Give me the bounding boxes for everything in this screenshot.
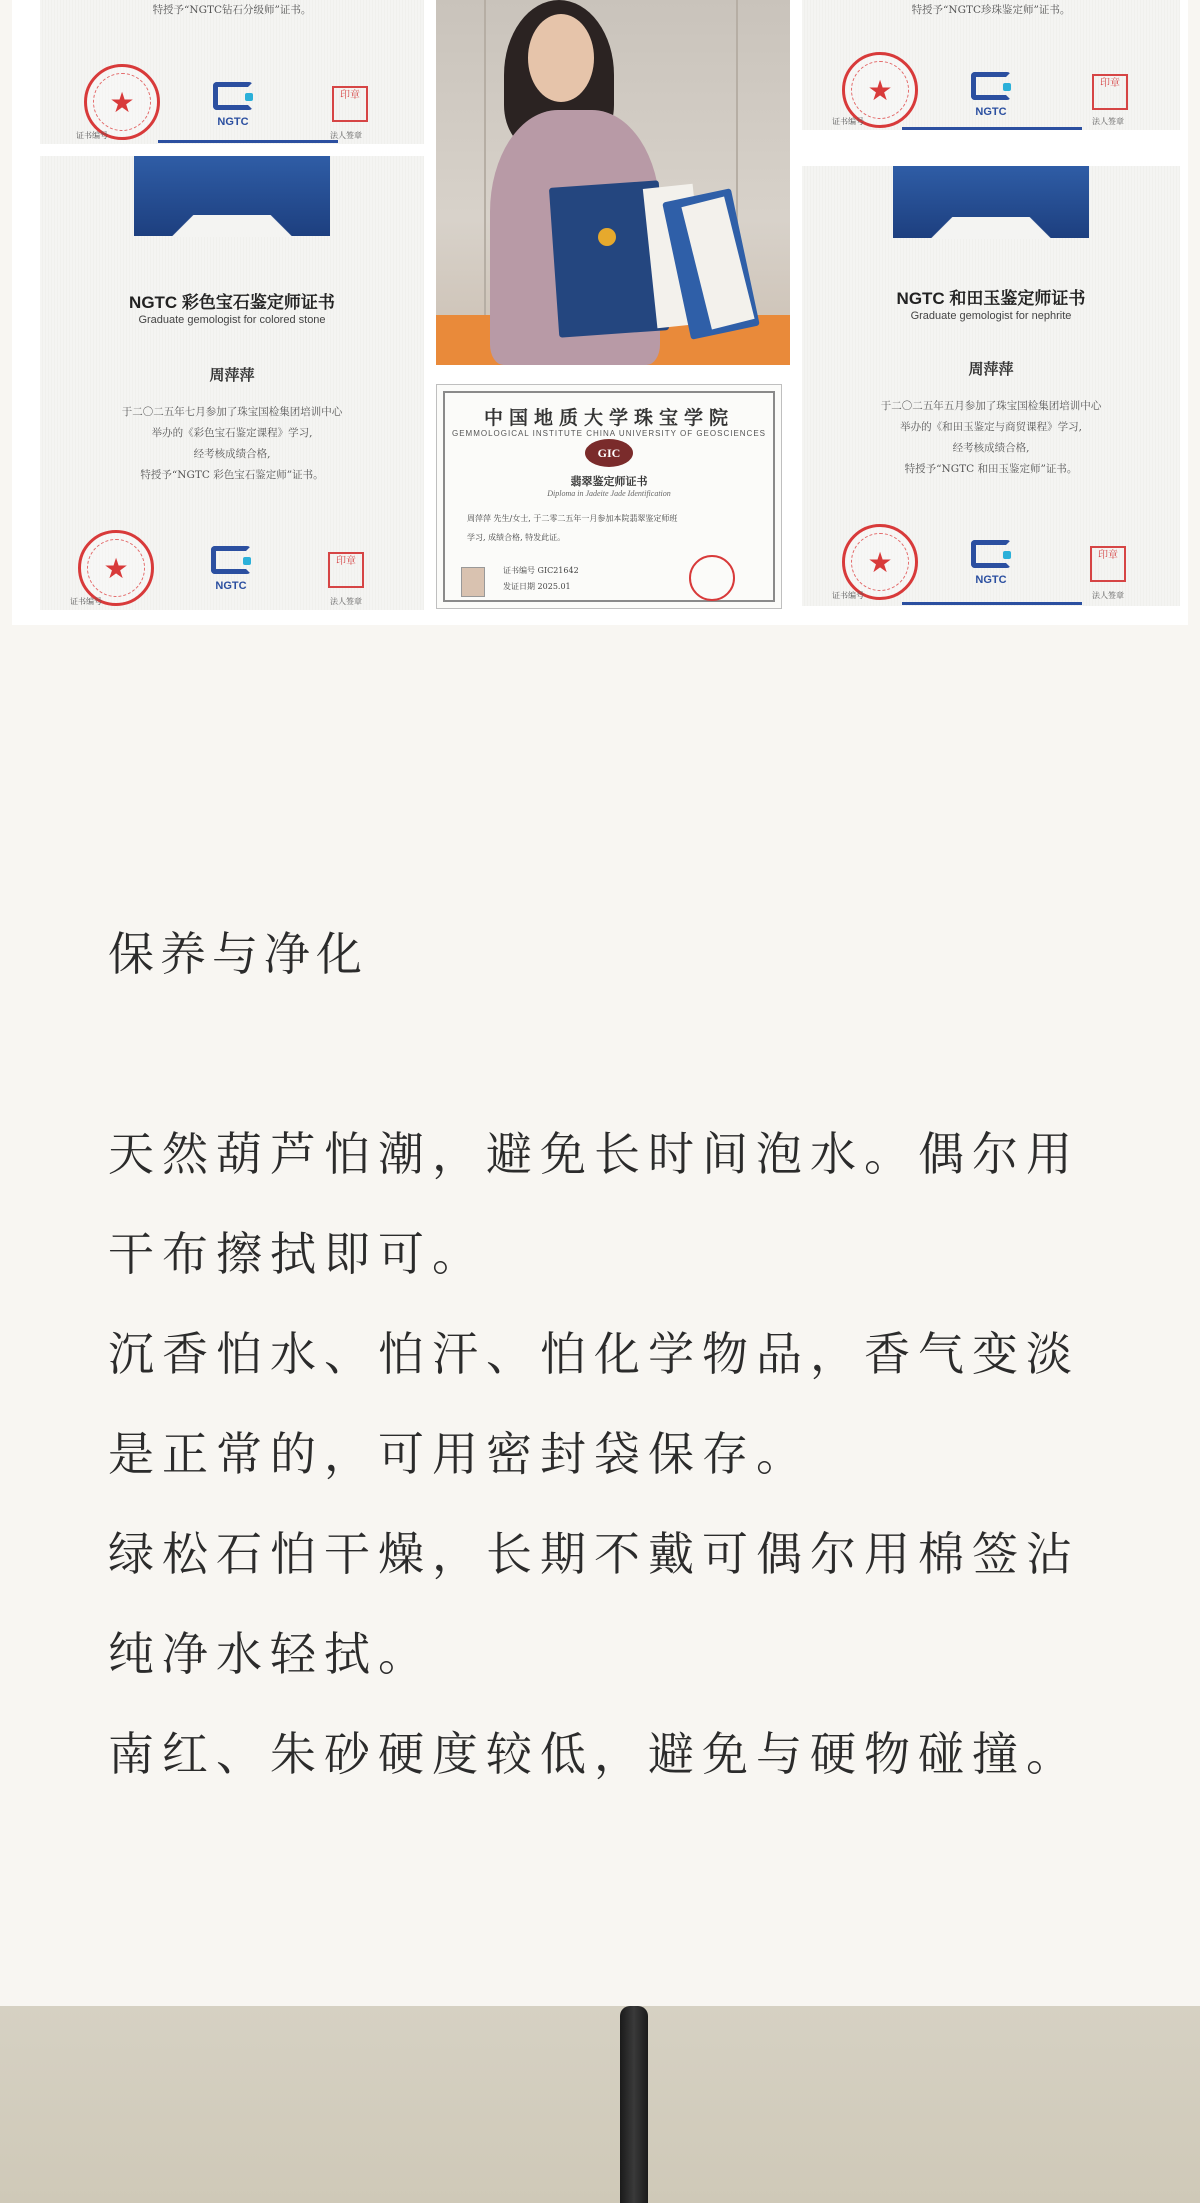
- red-seal-icon: ★: [84, 64, 160, 140]
- red-seal-icon: ★: [842, 52, 918, 128]
- certificate-body: 于二〇二五年七月参加了珠宝国检集团培训中心 举办的《彩色宝石鉴定课程》学习, 经考核成绩合格, 特授予“NGTC 彩色宝石鉴定师”证书。: [121, 406, 343, 481]
- certificate-collage: [12, 0, 1188, 625]
- red-seal-icon: ★: [842, 524, 918, 600]
- divider: [902, 127, 1082, 130]
- certificate-holder-name: 周萍萍: [209, 366, 255, 384]
- certificate-text: 特授予“NGTC钻石分级师”证书。: [152, 4, 312, 16]
- divider: [902, 602, 1082, 605]
- ngtc-logo-icon: NGTC: [206, 546, 256, 593]
- legal-signature-label: 法人签章: [1092, 117, 1124, 126]
- ngtc-logo-icon: NGTC: [966, 72, 1016, 119]
- section-title: 保养与净化: [108, 927, 368, 981]
- certificate-issuer: 中国地质大学珠宝学院: [483, 407, 734, 429]
- certificate-body: 周萍萍 先生/女士, 于二零二五年一月参加本院翡翠鉴定师班 学习, 成绩合格, 特发此证。: [467, 514, 678, 542]
- nephrite-certificate: [802, 166, 1180, 606]
- issue-date: 发证日期 2025.01: [503, 582, 571, 591]
- ngtc-logo-icon: NGTC: [208, 82, 258, 129]
- certificate-title: 翡翠鉴定师证书: [570, 475, 648, 488]
- certificate-body: 于二〇二五年五月参加了珠宝国检集团培训中心 举办的《和田玉鉴定与商贸课程》学习, 经考核成绩合格, 特授予“NGTC 和田玉鉴定师”证书。: [880, 400, 1102, 475]
- medal-icon: [598, 228, 616, 246]
- certificate-holder-name: 周萍萍: [968, 360, 1014, 378]
- certificate-title-en: Diploma in Jadeite Jade Identification: [547, 489, 671, 498]
- holder-photo: [436, 0, 790, 365]
- pearl-appraiser-certificate: [802, 0, 1180, 130]
- red-seal-icon: [689, 555, 735, 601]
- legal-signature-label: 法人签章: [330, 597, 362, 606]
- signature-stamp-icon: 印章: [328, 552, 364, 588]
- certificate-title: NGTC 彩色宝石鉴定师证书: [129, 293, 335, 312]
- certificate-text: 特授予“NGTC珍珠鉴定师”证书。: [911, 4, 1071, 16]
- certificate-issuer-en: GEMMOLOGICAL INSTITUTE CHINA UNIVERSITY OF GEOSCIENCES: [451, 429, 767, 438]
- care-paragraph-gourd: 天然葫芦怕潮，避免长时间泡水。偶尔用干布擦拭即可。: [108, 1127, 1080, 1281]
- certificate-number-label: 证书编号: [76, 131, 108, 140]
- certificate-number: 证书编号 GIC21642: [503, 566, 579, 575]
- ribbon-decoration: [134, 156, 330, 236]
- wall-seam: [484, 0, 486, 365]
- diamond-grader-certificate: [40, 0, 424, 144]
- gic-logo-icon: GIC: [585, 439, 633, 467]
- face: [528, 14, 594, 102]
- legal-signature-label: 法人签章: [330, 131, 362, 140]
- certificate-title: NGTC 和田玉鉴定师证书: [896, 289, 1086, 308]
- certificate-subtitle: Graduate gemologist for colored stone: [138, 314, 326, 326]
- signature-stamp-icon: 印章: [1090, 546, 1126, 582]
- red-seal-icon: ★: [78, 530, 154, 606]
- divider: [158, 140, 338, 143]
- certificate-number-label: 证书编号: [70, 597, 102, 606]
- care-paragraph-red-agate: 南红、朱砂硬度较低，避免与硬物碰撞。: [108, 1727, 1080, 1781]
- holder-portrait: [461, 567, 485, 597]
- colored-stone-certificate: [40, 156, 424, 610]
- ngtc-logo-icon: NGTC: [966, 540, 1016, 587]
- gic-jadeite-certificate: [436, 384, 782, 609]
- certificate-subtitle: Graduate gemologist for nephrite: [910, 310, 1072, 322]
- incense-stick: [620, 2006, 648, 2203]
- signature-stamp-icon: 印章: [332, 86, 368, 122]
- legal-signature-label: 法人签章: [1092, 591, 1124, 600]
- ribbon-decoration: [893, 166, 1089, 238]
- care-paragraph-turquoise: 绿松石怕干燥，长期不戴可偶尔用棉签沾纯净水轻拭。: [108, 1527, 1080, 1681]
- certificate-number-label: 证书编号: [832, 591, 864, 600]
- product-photo: [0, 2006, 1200, 2203]
- certificate-number-label: 证书编号: [832, 117, 864, 126]
- signature-stamp-icon: 印章: [1092, 74, 1128, 110]
- care-paragraph-agarwood: 沉香怕水、怕汗、怕化学物品，香气变淡是正常的，可用密封袋保存。: [108, 1327, 1080, 1481]
